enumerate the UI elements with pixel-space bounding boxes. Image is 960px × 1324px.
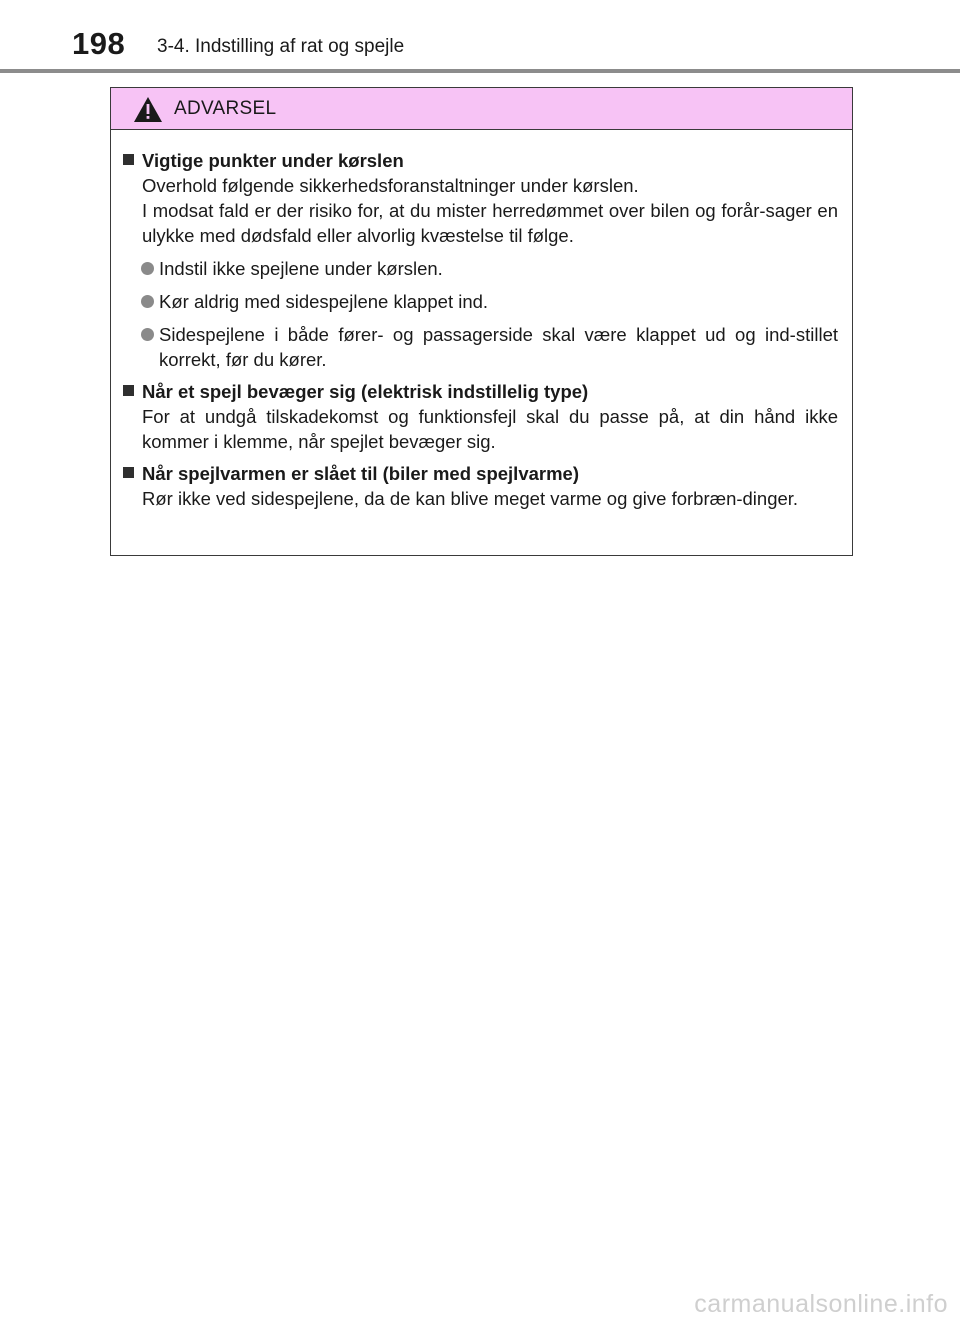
warning-topic [121, 379, 838, 454]
square-bullet-icon [123, 154, 134, 165]
warning-header [111, 88, 852, 130]
square-bullet-icon [123, 467, 134, 478]
watermark-text: carmanualsonline.info [694, 1290, 948, 1318]
warning-body [111, 130, 852, 511]
topic-heading: Når et spejl bevæger sig (elektrisk indstillelig type) [121, 379, 838, 404]
page-number: 198 [72, 26, 126, 61]
list-item: Indstil ikke spejlene under kørslen. [121, 256, 838, 281]
warning-box [110, 87, 853, 556]
section-title: 3-4. Indstilling af rat og spejle [157, 36, 405, 57]
warning-title: ADVARSEL [174, 98, 277, 119]
bullet-list [121, 256, 838, 372]
header-divider [0, 69, 960, 73]
topic-text: Rør ikke ved sidespejlene, da de kan blive meget varme og give forbræn-dinger. [142, 488, 799, 509]
topic-text: I modsat fald er der risiko for, at du mister herredømmet over bilen og forår-sager en ulykke med dødsfald eller alvorlig kvæstelse til følge. [142, 200, 838, 246]
topic-text: Overhold følgende sikkerhedsforanstaltninger under kørslen. [142, 175, 639, 196]
page-header [0, 0, 960, 76]
square-bullet-icon [123, 385, 134, 396]
list-item: Kør aldrig med sidespejlene klappet ind. [121, 289, 838, 314]
list-item: Sidespejlene i både fører- og passagerside skal være klappet ud og ind-stillet korrekt, før du kører. [121, 322, 838, 372]
topic-text: For at undgå tilskadekomst og funktionsfejl skal du passe på, at din hånd ikke kommer i klemme, når spejlet bevæger sig. [142, 406, 838, 452]
topic-heading: Når spejlvarmen er slået til (biler med spejlvarme) [121, 461, 838, 486]
topic-heading: Vigtige punkter under kørslen [121, 148, 838, 173]
dot-bullet-icon [141, 295, 154, 308]
warning-topic [121, 461, 838, 511]
dot-bullet-icon [141, 262, 154, 275]
warning-triangle-icon [133, 96, 163, 123]
warning-topic [121, 148, 838, 372]
dot-bullet-icon [141, 328, 154, 341]
